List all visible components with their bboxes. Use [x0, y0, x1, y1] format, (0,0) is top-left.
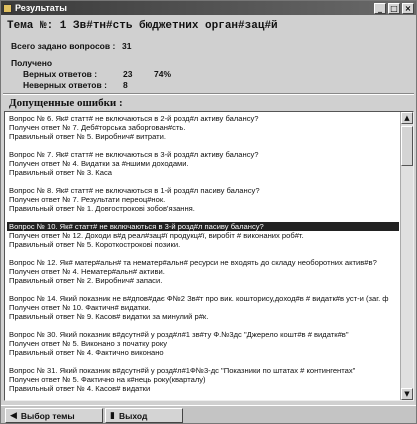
entry-spacer [7, 249, 399, 258]
error-entry [7, 330, 399, 357]
correct-answer-text: Правильный ответ № 5. Виробнич# витрати. [9, 132, 167, 141]
question-text: Вопрос № 6. Як# статт# не включаються в 2-й розд#л активу балансу? [9, 114, 259, 123]
entry-spacer [7, 285, 399, 294]
scroll-thumb[interactable] [401, 126, 413, 166]
given-answer-text: Получен ответ № 12. Доходи в#д реал#зац#ї продукц#ї, виробіт # виконаних роб#т. [9, 231, 304, 240]
total-questions-label: Всего задано вопросов : [11, 41, 116, 51]
given-answer-text: Получен ответ № 10. Фактичн# видатки. [9, 303, 151, 312]
entry-spacer [7, 177, 399, 186]
arrow-left-icon: ◀ [10, 410, 17, 421]
exit-label: Выход [118, 410, 148, 421]
question-text: Вопрос № 30. Який показник в#дсутн#й у розд#л#1 зв#ту Ф.№3дс "Джерело кошт#в # видатк#в" [9, 330, 349, 339]
question-text: Вопрос № 7. Як# статт# не включаються в 3-й розд#л активу балансу? [9, 150, 259, 159]
close-button[interactable]: × [402, 3, 414, 14]
correct-answer-text: Правильный ответ № 3. Каса [9, 168, 112, 177]
correct-answer-text: Правильный ответ № 5. Короткострокові позики. [9, 240, 181, 249]
correct-answer-text: Правильный ответ № 2. Виробнич# запаси. [9, 276, 163, 285]
given-answer-text: Получен ответ № 5. Виконано з початку року [9, 339, 168, 348]
correct-answers-value: 23 [123, 69, 133, 79]
bottom-toolbar [1, 405, 416, 423]
question-text: Вопрос № 10. Як# статт# не включаються в 3-й розд#л пасиву балансу? [7, 222, 399, 231]
title-bar[interactable] [1, 1, 416, 15]
exit-button[interactable] [105, 408, 183, 423]
entry-spacer [7, 321, 399, 330]
received-label: Получено [11, 58, 53, 68]
maximize-button[interactable]: □ [388, 3, 400, 14]
errors-list-content [7, 114, 399, 393]
entry-spacer [7, 357, 399, 366]
errors-list[interactable] [4, 111, 414, 401]
error-entry [7, 258, 399, 285]
error-entry [7, 294, 399, 321]
minimize-button[interactable]: _ [374, 3, 386, 14]
question-text: Вопрос № 14. Який показник не в#дпов#дає Ф№2 Зв#т про вик. кошторису,доход#в # видатк#в уст-и (заг. ф [9, 294, 389, 303]
errors-title: Допущенные ошибки : [9, 97, 123, 109]
correct-answer-text: Правильный ответ № 1. Довгострокові зобов'язання. [9, 204, 195, 213]
error-entry [7, 150, 399, 177]
given-answer-text: Получен ответ № 4. Видатки за #ншими доходами. [9, 159, 189, 168]
exit-door-icon: ▮ [110, 410, 115, 421]
total-questions-value: 31 [122, 41, 132, 51]
given-answer-text: Получен ответ № 7. Деб#торська заборгован#сть. [9, 123, 186, 132]
correct-answers-percent: 74% [154, 69, 172, 79]
given-answer-text: Получен ответ № 4. Нематер#альн# активи. [9, 267, 165, 276]
results-header [7, 18, 411, 32]
correct-answer-text: Правильный ответ № 4. Касов# видатки [9, 384, 151, 393]
entry-spacer [7, 141, 399, 150]
error-entry [7, 222, 399, 249]
topic-title: Тема №: 1 Зв#тн#сть бюджетних орган#зац#й [7, 20, 278, 32]
question-text: Вопрос № 12. Як# матер#альн# та нематер#альн# ресурси не входять до складу необоротних актив#в? [9, 258, 377, 267]
window-title: Результаты [15, 3, 67, 13]
error-entry [7, 366, 399, 393]
question-text: Вопрос № 8. Як# статт# не включаються в 1-й розд#л пасиву балансу? [9, 186, 260, 195]
error-entry [7, 114, 399, 141]
correct-answer-text: Правильный ответ № 9. Касов# видатки за минулий р#к. [9, 312, 209, 321]
given-answer-text: Получен ответ № 7. Результати переоц#нок. [9, 195, 166, 204]
vertical-scrollbar[interactable] [400, 112, 413, 400]
wrong-answers-label: Неверных ответов : [23, 80, 107, 90]
wrong-answers-value: 8 [123, 80, 128, 90]
error-entry [7, 186, 399, 213]
correct-answers-label: Верных ответов : [23, 69, 98, 79]
choose-topic-label: Выбор темы [20, 410, 75, 421]
app-icon [3, 4, 12, 13]
scroll-down-icon[interactable]: ▼ [401, 388, 413, 400]
question-text: Вопрос № 31. Який показник в#дсутн#й у розд#л#1Ф№3-дс "Показники по штатах # контингентах" [9, 366, 356, 375]
choose-topic-button[interactable] [5, 408, 103, 423]
entry-spacer [7, 213, 399, 222]
scroll-up-icon[interactable]: ▲ [401, 112, 413, 124]
divider [3, 93, 414, 95]
correct-answer-text: Правильный ответ № 4. Фактично виконано [9, 348, 164, 357]
given-answer-text: Получен ответ № 5. Фактично на к#нець року(кварталу) [9, 375, 206, 384]
